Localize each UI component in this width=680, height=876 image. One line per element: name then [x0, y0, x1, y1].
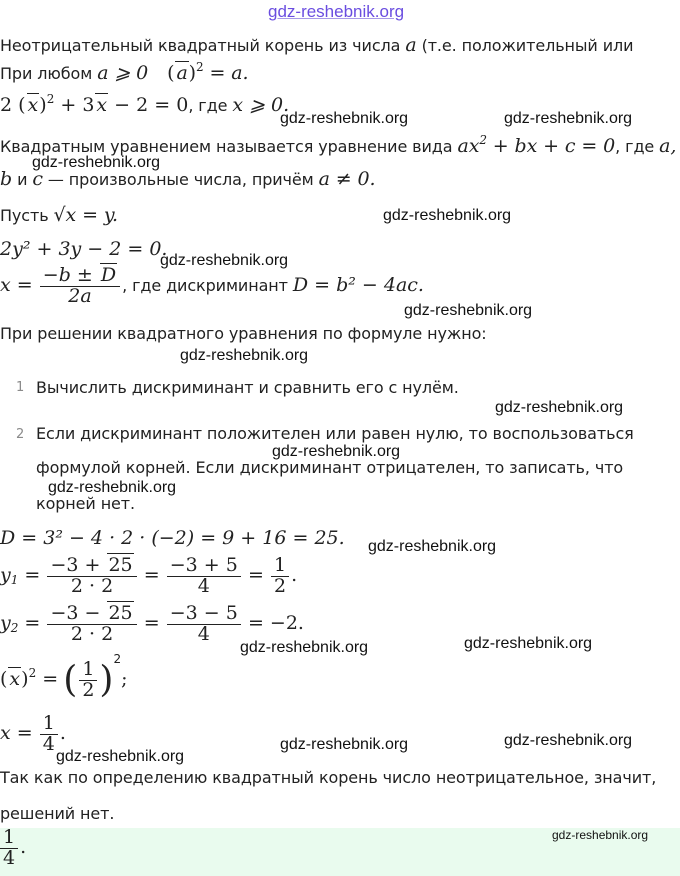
step-2-text-line1: Если дискриминант положителен или равен нулю, то воспользоваться	[36, 424, 634, 443]
text-substitution	[0, 204, 118, 226]
discriminant-calc: D = 3² − 4 · 2 · (−2) = 9 + 16 = 25.	[0, 527, 345, 549]
main-equation: 2 ( x)$^2$ + 3 x − 2 = 0, где x ⩾ 0.	[0, 92, 290, 116]
watermark[interactable]: gdz-reshebnik.org	[368, 538, 497, 555]
let-text: Пусть	[0, 206, 54, 225]
let-expr: √x = y.	[53, 204, 118, 226]
formula-where: , где дискриминант	[122, 275, 293, 295]
step-2-text-line3: корней нет.	[36, 494, 136, 513]
watermark[interactable]: gdz-reshebnik.org	[280, 736, 409, 753]
quad-and: и	[12, 170, 33, 189]
step-1-text: Вычислить дискриминант и сравнить его с нулём.	[36, 378, 459, 397]
eq-where: , где	[188, 96, 233, 115]
watermark[interactable]: gdz-reshebnik.org	[160, 252, 289, 269]
quad-b: b	[0, 168, 13, 190]
equation-y: 2y² + 3y − 2 = 0.	[0, 238, 168, 260]
quad-def-where: , где	[615, 137, 660, 156]
any-a-formula-eq: = a.	[203, 62, 249, 84]
answer-period: .	[20, 835, 27, 858]
roots-formula: x = $\frac{-b \pm D}{2a}$ , где дискриминант D = b² − 4ac.	[0, 264, 424, 307]
sqrt-a-squared-formula: ( a)$^2$	[167, 60, 204, 84]
any-a-text: При любом	[0, 64, 98, 83]
watermark[interactable]: gdz-reshebnik.org	[280, 110, 409, 127]
text-any-a	[0, 60, 248, 84]
watermark-top[interactable]: gdz-reshebnik.org	[268, 2, 405, 21]
watermark[interactable]: gdz-reshebnik.org	[504, 732, 633, 749]
quad-general-form: $ax^2$ + bx + c = 0	[457, 133, 616, 157]
answer-numerator: 1	[0, 828, 18, 849]
watermark[interactable]: gdz-reshebnik.org	[240, 639, 369, 656]
watermark[interactable]: gdz-reshebnik.org	[56, 748, 185, 765]
watermark[interactable]: gdz-reshebnik.org	[404, 302, 533, 319]
watermark[interactable]: gdz-reshebnik.org	[48, 479, 177, 496]
text-sqrt-definition	[0, 34, 633, 56]
answer-denominator: 4	[3, 846, 16, 869]
conclusion-line2: решений нет.	[0, 804, 115, 823]
def-sqrt-var: a	[405, 34, 417, 56]
answer-box	[0, 828, 680, 876]
step-number: 2	[16, 427, 25, 442]
step-number: 1	[16, 380, 25, 395]
watermark[interactable]: gdz-reshebnik.org	[504, 110, 633, 127]
watermark[interactable]: gdz-reshebnik.org	[32, 154, 161, 171]
quad-cond: a ≠ 0.	[318, 168, 376, 190]
square-equation: ( x)$^2$ = ( $\frac{1}{2}$ )$^2$;	[0, 652, 128, 701]
quad-c: c	[32, 168, 43, 190]
result-x: x = $\frac{1}{4}$ .	[0, 712, 66, 755]
root-y1: $y_1$ = $\frac{-3 + 25}{2 \cdot 2}$ = $\frac{-3 + 5}{4}$ = $\frac{1}{2}$ .	[0, 554, 298, 597]
quad-def-a: a,	[659, 135, 677, 157]
any-a-cond: a ⩾ 0	[97, 62, 149, 84]
step-2-text-line2: формулой корней. Если дискриминант отрицателен, то записать, что	[36, 458, 624, 477]
rule-intro: При решении квадратного уравнения по формуле нужно:	[0, 324, 487, 343]
text-coefficients	[0, 168, 375, 190]
watermark[interactable]: gdz-reshebnik.org	[552, 828, 649, 842]
conclusion-line1: Так как по определению квадратный корень число неотрицательное, значит,	[0, 768, 657, 787]
watermark[interactable]: gdz-reshebnik.org	[495, 399, 624, 416]
root-y2: $y_2$ = $\frac{-3 - 25}{2 \cdot 2}$ = $\frac{-3 - 5}{4}$ = −2.	[0, 602, 304, 645]
watermark[interactable]: gdz-reshebnik.org	[383, 207, 512, 224]
quad-tail: — произвольные числа, причём	[42, 170, 319, 189]
def-sqrt-text: Неотрицательный квадратный корень из числа	[0, 36, 406, 55]
watermark[interactable]: gdz-reshebnik.org	[272, 443, 401, 460]
watermark[interactable]: gdz-reshebnik.org	[180, 347, 309, 364]
eq-cond: x ⩾ 0.	[232, 94, 290, 116]
def-sqrt-tail: (т.е. положительный или	[416, 36, 634, 55]
watermark[interactable]: gdz-reshebnik.org	[464, 635, 593, 652]
formula-d: D = b² − 4ac.	[292, 273, 424, 296]
quad-def-text: Квадратным уравнением называется уравнение вида	[0, 137, 458, 156]
answer-value	[0, 828, 26, 869]
